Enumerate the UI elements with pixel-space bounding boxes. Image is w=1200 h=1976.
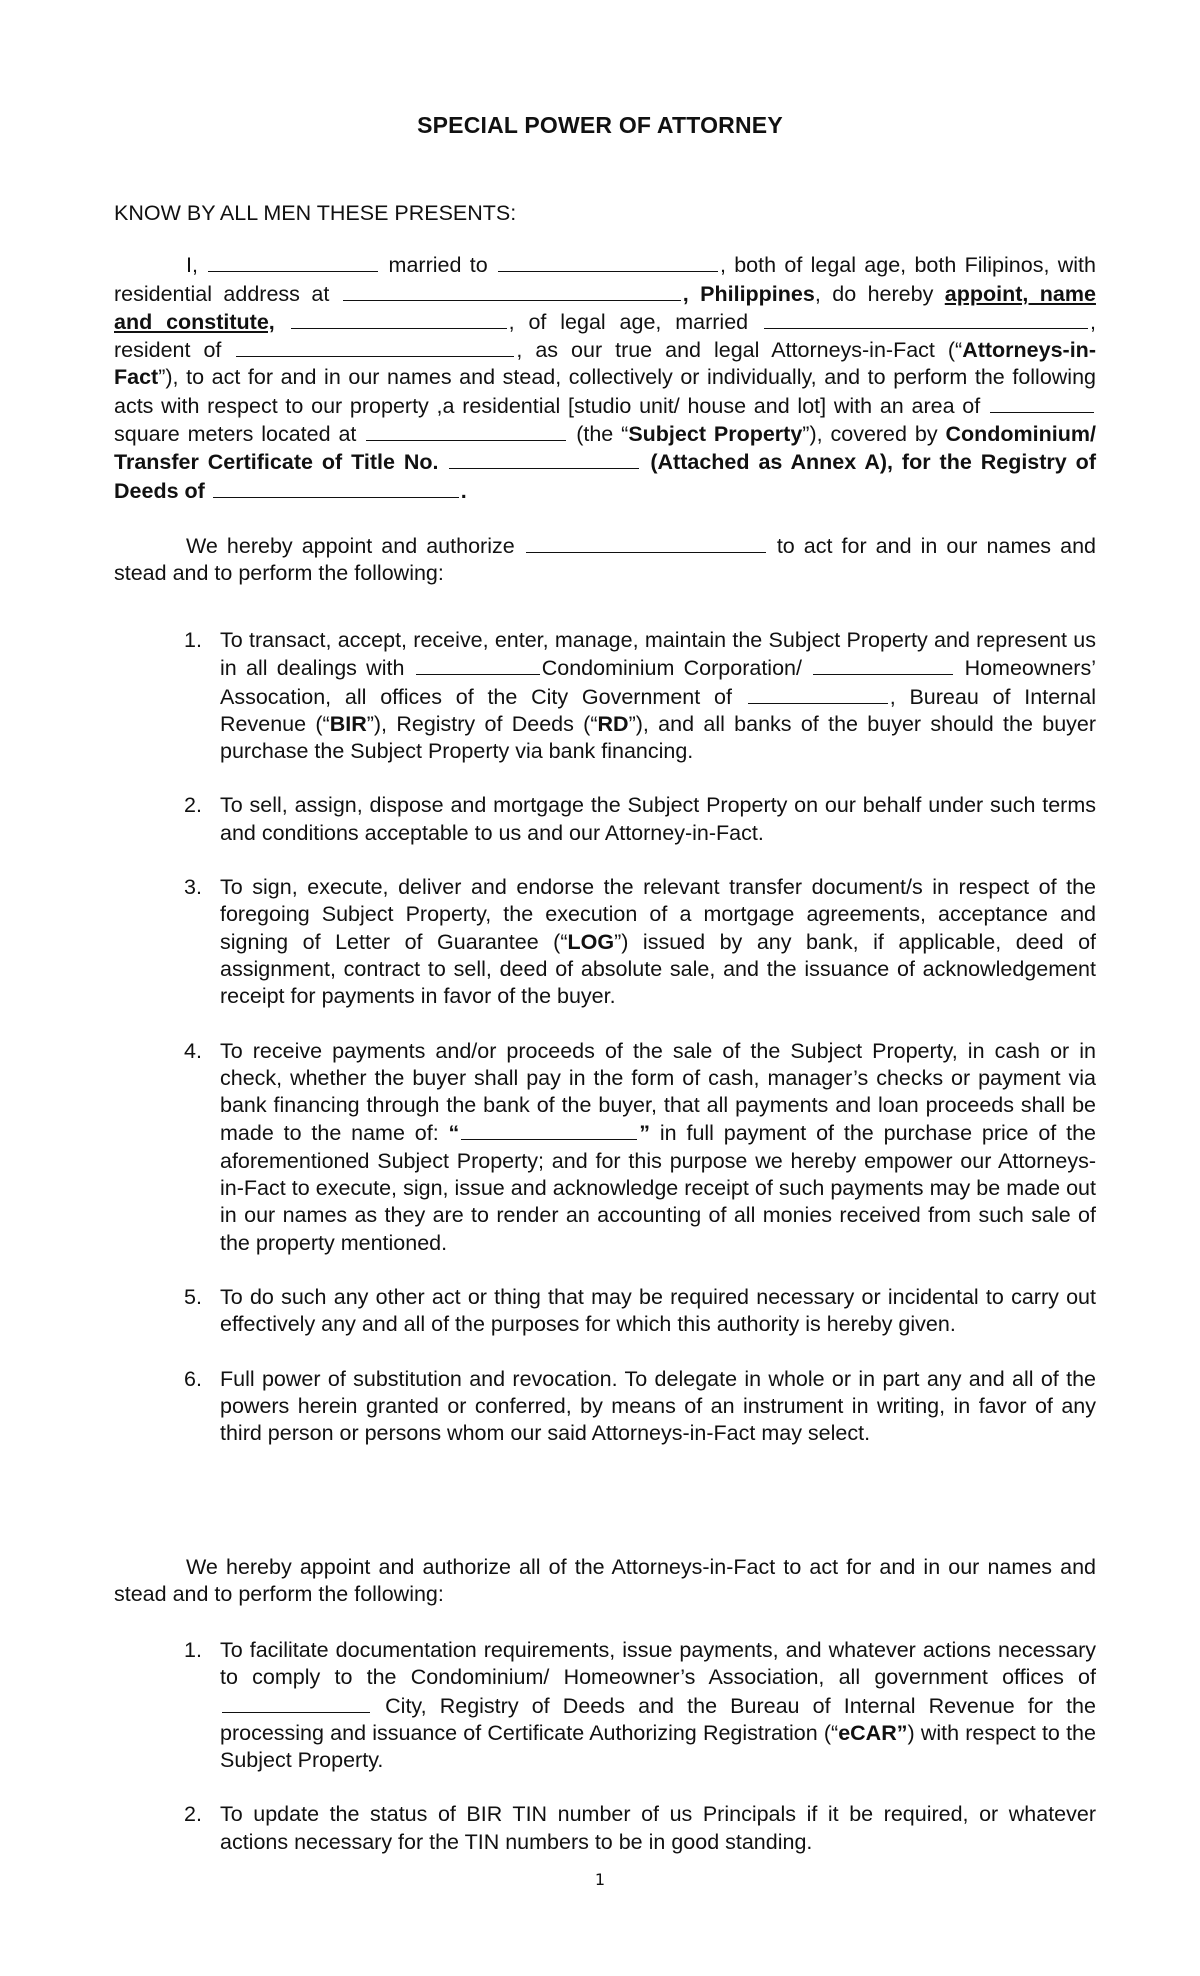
blank-attorney-residence[interactable] bbox=[236, 336, 514, 357]
text-underlined-bold: appoint, name and constitute, bbox=[114, 281, 1096, 334]
text-segment: ”), and all banks of the buyer should the buyer purchase the Subject Property via bank financing. bbox=[220, 711, 1097, 764]
salutation: KNOW BY ALL MEN THESE PRESENTS: bbox=[114, 201, 517, 225]
blank-city-name[interactable] bbox=[748, 683, 888, 704]
text-segment: (the “ bbox=[576, 422, 629, 447]
text-bold: Subject Property bbox=[628, 422, 803, 447]
list-item bbox=[184, 1038, 1097, 1257]
powers-list bbox=[184, 627, 1097, 1474]
list-number: 6. bbox=[184, 1366, 202, 1391]
text-bold: (Attached as Annex A), for the Registry of Deeds of bbox=[114, 450, 1096, 503]
list-item bbox=[184, 1637, 1096, 1774]
blank-spouse-name[interactable] bbox=[498, 251, 718, 272]
text-segment: Homeowners’ Assocation, all offices of the City Government of bbox=[220, 656, 1096, 709]
list-number: 1. bbox=[184, 1638, 202, 1662]
text-segment: To sign, execute, deliver and endorse the relevant transfer document/s in respect of the foregoing Subject Property, the execution of a mortgage agreements, acceptance and signing of Letter of Guarantee (“ bbox=[220, 875, 1096, 954]
text-segment: City, Registry of Deeds and the Bureau of Internal Revenue for the processing and issuance of Certificate Authorizing Registration (“ bbox=[220, 1693, 1096, 1745]
text-segment: Condominium Corporation/ bbox=[541, 656, 802, 681]
paragraph-appointment bbox=[114, 251, 1096, 505]
text-segment: married to bbox=[388, 253, 488, 278]
document-body-intro bbox=[114, 200, 1096, 588]
text-bold: . bbox=[460, 478, 467, 503]
text-segment: , of legal age, married bbox=[508, 309, 749, 334]
text-segment: , Bureau of Internal Revenue (“ bbox=[220, 684, 1096, 736]
text-segment: , as our true and legal Attorneys-in-Fact (“ bbox=[516, 338, 963, 363]
text-segment: in full payment of the purchase price of the aforementioned Subject Property; and for this purpose we hereby empower our Attorneys-in-Fact to execute, sign, issue and acknowledge receipt of such payments may be made out in our names as they are to render an accounting of all monies received from such sale of the property mentioned. bbox=[220, 1121, 1097, 1255]
blank-homeowners-name[interactable] bbox=[813, 654, 953, 675]
blank-area[interactable] bbox=[990, 392, 1094, 413]
blank-title-number[interactable] bbox=[449, 448, 639, 469]
paragraph-authorize bbox=[114, 532, 1096, 588]
blank-condominium-name[interactable] bbox=[416, 654, 540, 675]
text-bold: ” bbox=[639, 1121, 651, 1146]
text-segment: ”), Registry of Deeds (“ bbox=[366, 711, 598, 736]
text-bold: Condominium/ Transfer Certificate of Title No. bbox=[114, 422, 1096, 475]
text-segment: To receive payments and/or proceeds of the sale of the Subject Property, in cash or in check, whether the buyer shall pay in the form of cash, manager’s checks or payment via bank financing through the bank of the buyer, that all payments and loan proceeds shall be made to the name of: bbox=[220, 1038, 1096, 1146]
blank-government-city[interactable] bbox=[222, 1692, 370, 1713]
text-bold: eCAR” bbox=[838, 1720, 908, 1745]
blank-attorney-name[interactable] bbox=[291, 308, 507, 329]
blank-residential-address[interactable] bbox=[343, 280, 681, 301]
list-number: 5. bbox=[184, 1284, 202, 1309]
text-segment: , do hereby bbox=[814, 281, 934, 306]
additional-powers-list bbox=[184, 1637, 1096, 1883]
text-bold: “ bbox=[448, 1121, 460, 1146]
list-item bbox=[184, 627, 1097, 765]
text-segment: to act for and in our names and stead and to perform the following: bbox=[114, 533, 1096, 586]
list-number: 1. bbox=[184, 628, 202, 652]
list-number: 2. bbox=[184, 793, 202, 818]
list-item bbox=[184, 1284, 1096, 1339]
list-item bbox=[184, 792, 1096, 847]
text-bold: RD bbox=[597, 711, 629, 736]
page-number: 1 bbox=[594, 1870, 606, 1889]
list-number: 3. bbox=[184, 875, 202, 900]
text-segment: To do such any other act or thing that may be required necessary or incidental to carry out effectively any and all of the purposes for which this authority is hereby given. bbox=[220, 1284, 1096, 1337]
text-segment: Full power of substitution and revocation. To delegate in whole or in part any and all of the powers herein granted or conferred, by means of an instrument in writing, in favor of any third person or persons whom our said Attorneys-in-Fact may select. bbox=[220, 1366, 1096, 1446]
list-item bbox=[184, 1801, 1096, 1856]
text-segment: ”), covered by bbox=[802, 422, 938, 447]
text-segment: ”), to act for and in our names and stead, collectively or individually, and to perform the following acts with respect to our property ,a residential [studio unit/ house and lot] with an area of bbox=[114, 365, 1096, 418]
text-segment: To facilitate documentation requirements, issue payments, and whatever actions necessary to comply to the Condominium/ Homeowner’s Association, all government offices of bbox=[220, 1638, 1096, 1690]
blank-principal-name[interactable] bbox=[208, 251, 378, 272]
blank-property-location[interactable] bbox=[366, 420, 566, 441]
text-segment: To update the status of BIR TIN number of us Principals if it be required, or whatever actions necessary for the TIN numbers to be in good standing. bbox=[220, 1802, 1096, 1854]
blank-payee-name[interactable] bbox=[461, 1119, 637, 1140]
text-segment: To sell, assign, dispose and mortgage the Subject Property on our behalf under such terms and conditions acceptable to us and our Attorney-in-Fact. bbox=[220, 793, 1096, 845]
blank-registry-location[interactable] bbox=[213, 477, 459, 498]
blank-attorney-spouse[interactable] bbox=[764, 308, 1088, 329]
text-segment: square meters located at bbox=[114, 422, 357, 447]
text-segment: To transact, accept, receive, enter, manage, maintain the Subject Property and represent us in all dealings with bbox=[220, 628, 1096, 681]
text-bold: Attorneys-in-Fact bbox=[114, 338, 1096, 390]
text-segment: I, bbox=[186, 253, 198, 278]
list-number: 2. bbox=[184, 1802, 202, 1827]
text-bold: LOG bbox=[567, 929, 615, 954]
text-segment: , resident of bbox=[114, 309, 1096, 363]
list-item bbox=[184, 874, 1096, 1010]
document-title: SPECIAL POWER OF ATTORNEY bbox=[417, 112, 783, 138]
text-segment: We hereby appoint and authorize bbox=[186, 533, 515, 558]
paragraph-all-attorneys: We hereby appoint and authorize all of the Attorneys-in-Fact to act for and in our names and stead and to perform the following: bbox=[114, 1555, 1096, 1607]
text-segment: , both of legal age, both Filipinos, with residential address at bbox=[114, 253, 1096, 306]
text-bold: BIR bbox=[329, 711, 367, 736]
list-item bbox=[184, 1366, 1096, 1448]
blank-authorized-person[interactable] bbox=[526, 532, 766, 553]
text-bold: , Philippines bbox=[682, 281, 815, 306]
text-segment: ”) issued by any bank, if applicable, deed of assignment, contract to sell, deed of absolute sale, and the issuance of acknowledgement receipt for payments in favor of the buyer. bbox=[220, 929, 1096, 1009]
text-segment: ) with respect to the Subject Property. bbox=[220, 1720, 1096, 1773]
list-number: 4. bbox=[184, 1038, 202, 1063]
